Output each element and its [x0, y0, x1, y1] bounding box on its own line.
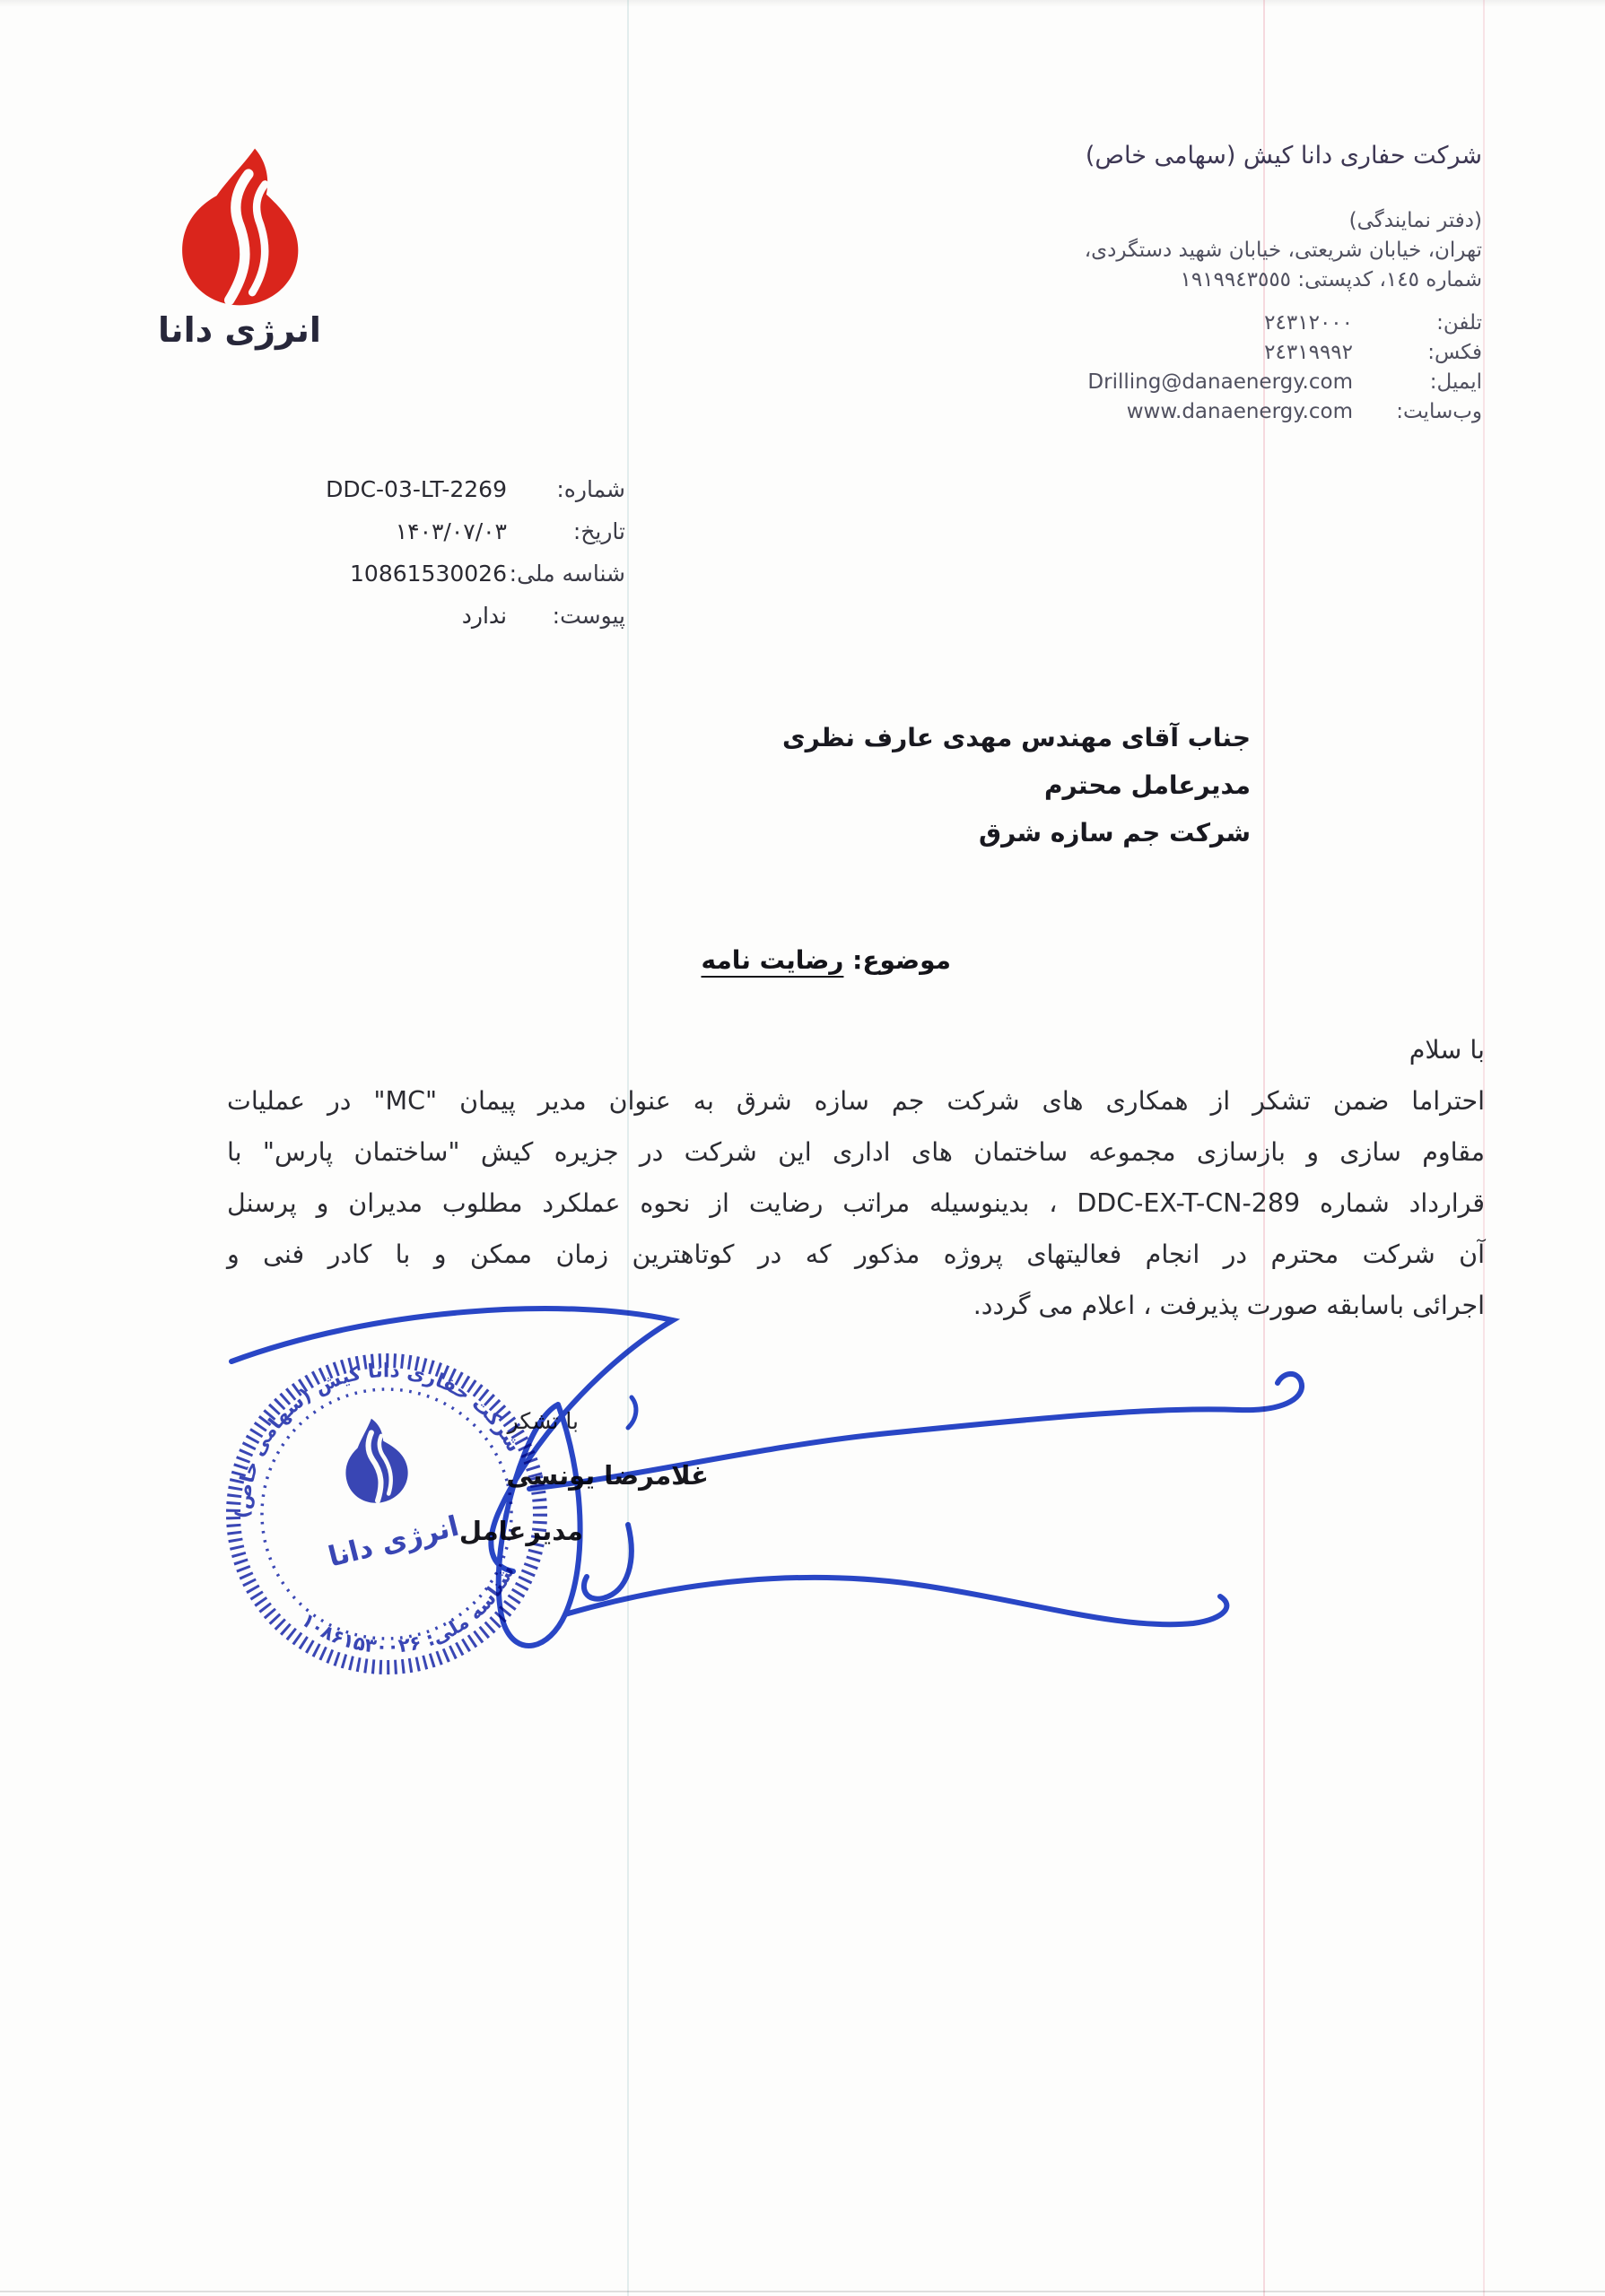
- letterhead: [1085, 140, 1482, 427]
- letter-date-value: ۱۴۰۳/۰۷/۰۳: [395, 518, 507, 544]
- letter-number-label: شماره:: [556, 476, 625, 502]
- closing-thanks: با تشکر: [507, 1408, 579, 1434]
- attachment-value: ندارد: [461, 603, 507, 629]
- body-line: احتراما ضمن تشکر از همکاری های شرکت جم سازه شرق به عنوان مدیر پیمان "⁦MC⁩" در عملیات: [227, 1086, 1485, 1116]
- subject-line: [701, 945, 951, 975]
- letter-meta: [326, 468, 625, 637]
- email-row: [1085, 368, 1482, 397]
- phone-label: تلفن:: [1436, 311, 1482, 335]
- signer-title: مدیرعامل: [458, 1516, 583, 1546]
- stamp-wordmark: انرژی دانا: [325, 1509, 463, 1574]
- recipient-title: مدیرعامل محترم: [1043, 770, 1251, 800]
- recipient-name: جناب آقای مهندس مهدی عارف نظری: [782, 723, 1251, 752]
- email-value: Drilling@danaenergy.com: [1087, 370, 1353, 394]
- phone-row: [1085, 309, 1482, 338]
- stamp-ring-text-top: شرکت حفاری دانا کیش (سهامی خاص): [231, 1360, 526, 1519]
- recipient-company: شرکت جم سازه شرق: [979, 818, 1251, 848]
- national-id-value: 10861530026: [350, 561, 507, 587]
- fax-label: فکس:: [1427, 341, 1482, 364]
- fax-value: ٢٤٣١٩٩٩٢: [1264, 341, 1353, 364]
- body-line: مقاوم سازی و بازسازی مجموعه ساختمان های اداری این شرکت در جزیره کیش "ساختمان پارس" با: [227, 1137, 1485, 1167]
- contact-list: [1085, 309, 1482, 427]
- attachment-label: پیوست:: [552, 603, 625, 629]
- company-name: شرکت حفاری دانا کیش (سهامی خاص): [1085, 142, 1482, 170]
- email-label: ایمیل:: [1429, 370, 1482, 394]
- handwritten-signature: [206, 1278, 1328, 1700]
- address-line: شماره ١٤٥، کدپستی: ١٩١٩٩٤٣٥٥٥: [1180, 268, 1482, 291]
- fax-row: [1085, 338, 1482, 368]
- body-line: قرارداد شماره ⁦DDC-EX-T-CN-289⁩ ، بدینوسیله مراتب رضایت از نحوه عملکرد مطلوب مدیران و پرسنل: [227, 1188, 1486, 1218]
- address-line: تهران، خیابان شریعتی، خیابان شهید دستگردی،: [1084, 239, 1482, 262]
- company-logo: [144, 147, 336, 350]
- stamp-ring-text-bottom: شناسه ملی: ۱۰۸۶۱۵۳۰۰۲۶: [296, 1561, 519, 1659]
- salutation: با سلام: [1409, 1035, 1485, 1065]
- logo-wordmark: انرژی دانا: [158, 310, 321, 350]
- letter-number-value: DDC-03-LT-2269: [326, 476, 507, 502]
- office-label: (دفتر نمایندگی): [1348, 209, 1482, 232]
- signer-name: غلامرضا یونسی: [506, 1460, 709, 1491]
- attachment-row: [326, 595, 625, 637]
- national-id-label: شناسه ملی:: [509, 561, 625, 587]
- letter-date-row: [326, 510, 625, 552]
- website-row: [1085, 397, 1482, 427]
- letter-number-row: [326, 468, 625, 510]
- dana-energy-flame-icon: [176, 147, 303, 307]
- body-line: اجرائی باسابقه صورت پذیرفت ، اعلام می گردد.: [973, 1291, 1485, 1320]
- website-label: وب‌سایت:: [1396, 400, 1482, 423]
- subject-label: موضوع:: [852, 945, 951, 975]
- letter-date-label: تاریخ:: [572, 518, 625, 544]
- phone-value: ٢٤٣١٢٠٠٠: [1264, 311, 1353, 335]
- scan-bottom-edge: [0, 2291, 1605, 2292]
- body-line: آن شرکت محترم در انجام فعالیتهای پروژه مذکور که در کوتاهترین زمان ممکن و با کادر فنی و: [227, 1239, 1485, 1269]
- recipient-block: [782, 714, 1251, 857]
- subject-value: رضایت نامه: [701, 945, 844, 975]
- national-id-row: [326, 552, 625, 595]
- website-value: www.danaenergy.com: [1126, 400, 1353, 423]
